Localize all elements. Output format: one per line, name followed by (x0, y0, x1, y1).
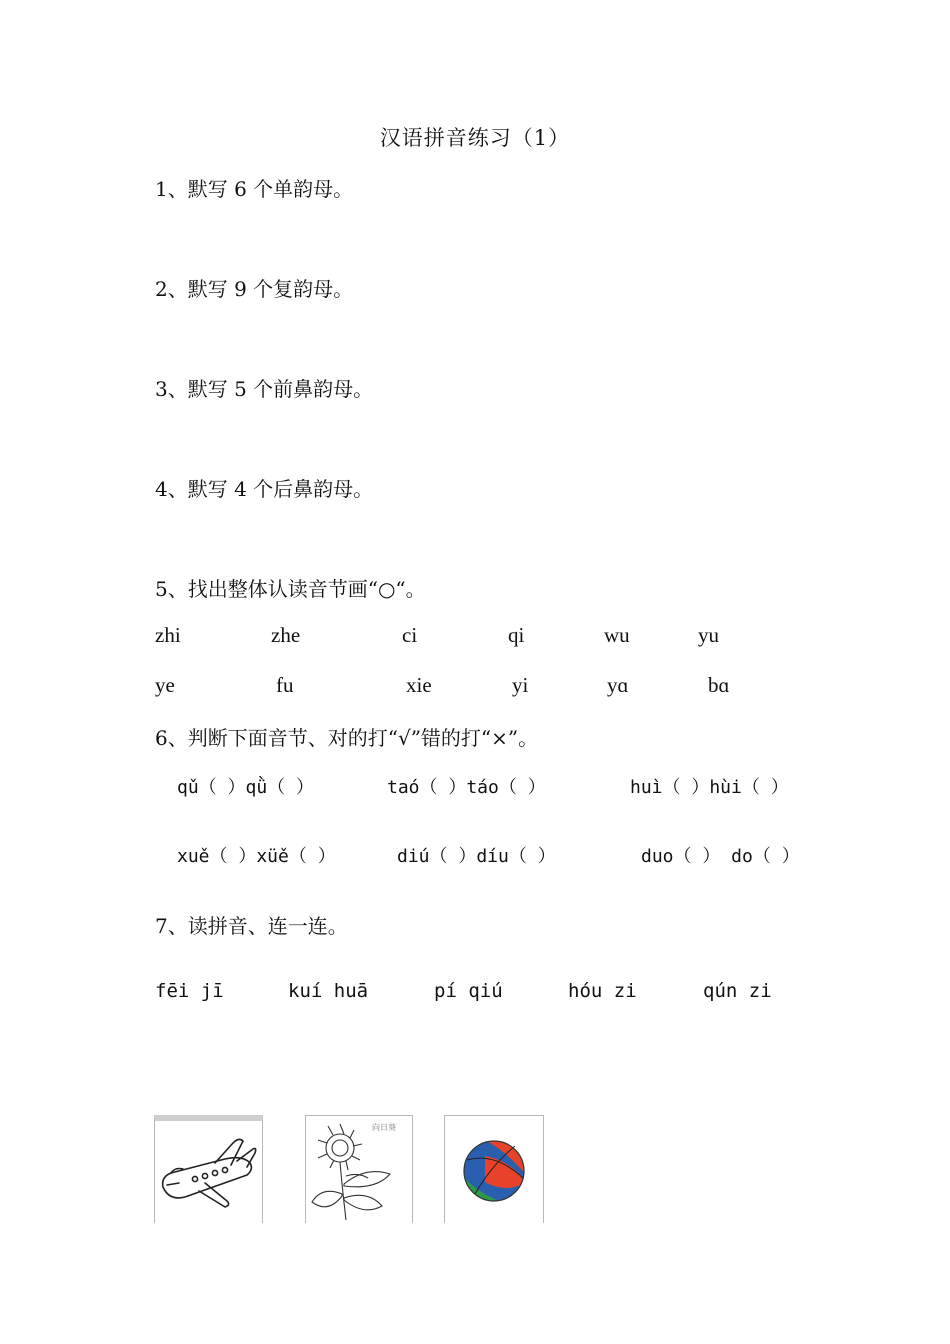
judge-item: duo（ ） do（ ） (641, 846, 800, 867)
pinyin-word: fēi jī (155, 980, 224, 1002)
judge-item: taó（ ）táo（ ） (387, 777, 546, 798)
pinyin-word: kuí huā (288, 980, 369, 1002)
question-5: 5、找出整体认读音节画“○“。 (155, 577, 426, 601)
syllable: yɑ (607, 673, 629, 697)
syllable: xie (406, 673, 432, 697)
judge-item: qǔ（ ）qǜ（ ） (177, 777, 315, 798)
syllable: ci (402, 623, 418, 647)
syllable: ye (155, 673, 175, 697)
syllable: bɑ (708, 673, 730, 697)
pinyin-word: qún zi (703, 980, 772, 1002)
pinyin-word: hóu zi (568, 980, 637, 1002)
pinyin-word: pí qiú (434, 980, 503, 1002)
ball-picture (444, 1115, 544, 1223)
question-2: 2、默写 9 个复韵母。 (155, 277, 354, 301)
syllable: zhi (155, 623, 181, 647)
sunflower-icon (306, 1116, 412, 1222)
question-1: 1、默写 6 个单韵母。 (155, 177, 354, 201)
judge-item: xuě（ ）xüě（ ） (177, 846, 336, 867)
question-7: 7、读拼音、连一连。 (155, 914, 348, 938)
sunflower-picture (305, 1115, 413, 1223)
judge-item: diú（ ）díu（ ） (397, 846, 556, 867)
question-4: 4、默写 4 个后鼻韵母。 (155, 477, 374, 501)
judge-item: huì（ ）hùi（ ） (630, 777, 789, 798)
syllable: qi (508, 623, 525, 647)
syllable: yu (698, 623, 719, 647)
airplane-icon (155, 1121, 262, 1223)
syllable: zhe (271, 623, 301, 647)
page-title: 汉语拼音练习（1） (379, 126, 571, 150)
airplane-picture (154, 1115, 263, 1223)
syllable: yi (512, 673, 529, 697)
syllable: fu (276, 673, 294, 697)
ball-icon (445, 1116, 543, 1222)
syllable: wu (604, 623, 630, 647)
sunflower-caption: 向日葵 (372, 1123, 396, 1132)
question-3: 3、默写 5 个前鼻韵母。 (155, 377, 374, 401)
question-6: 6、判断下面音节、对的打“√”错的打“×”。 (155, 726, 539, 750)
